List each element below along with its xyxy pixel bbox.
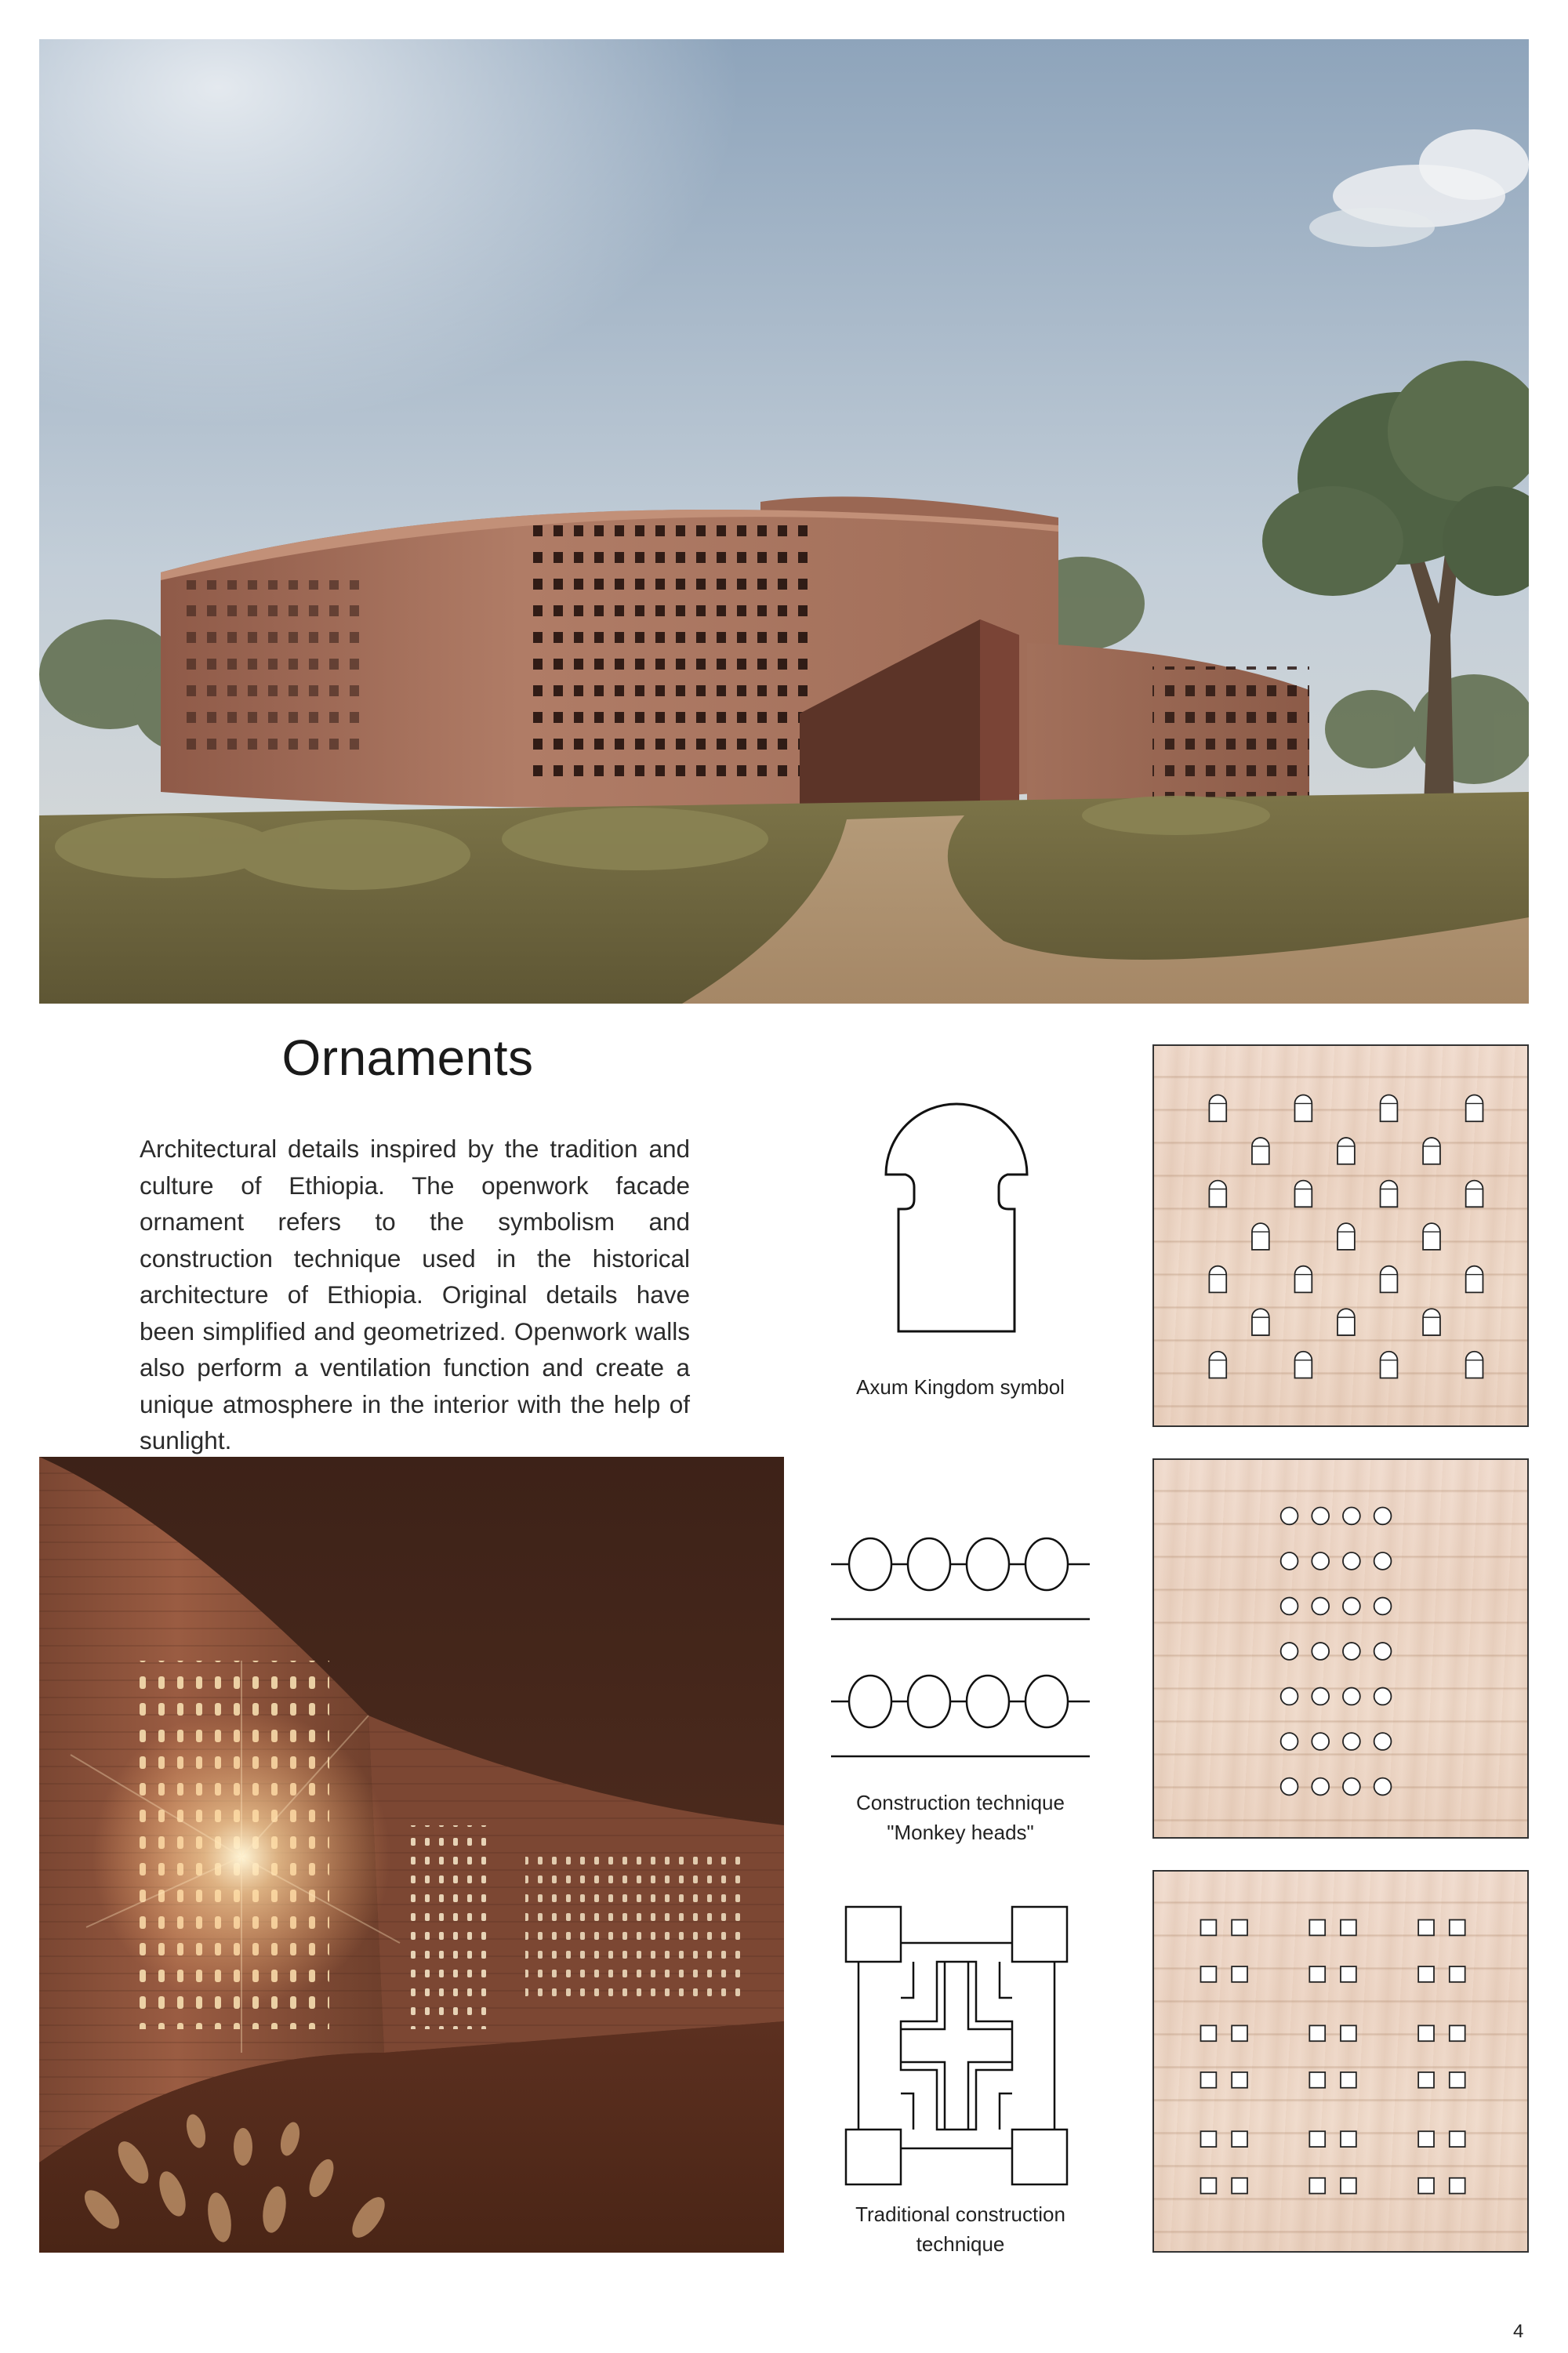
- square-opening-icon: [1201, 2131, 1217, 2147]
- section-title: Ornaments: [281, 1029, 534, 1086]
- arch-window-icon: [1209, 1266, 1226, 1293]
- circle-opening-icon: [1281, 1598, 1298, 1615]
- square-opening-icon: [1309, 2072, 1325, 2088]
- circle-opening-icon: [1343, 1733, 1360, 1750]
- traditional-pattern-grid: [1154, 1872, 1527, 2251]
- circle-opening-icon: [1281, 1688, 1298, 1705]
- arch-window-icon: [1209, 1181, 1226, 1207]
- circle-opening-icon: [1374, 1778, 1392, 1796]
- arch-window-icon: [1466, 1352, 1483, 1378]
- arch-window-icon: [1252, 1309, 1269, 1335]
- square-opening-icon: [1309, 2131, 1325, 2147]
- exterior-render-illustration: [39, 39, 1529, 1004]
- monkey-heads-icon: [831, 1517, 1090, 1776]
- arch-window-icon: [1252, 1223, 1269, 1250]
- arch-window-icon: [1381, 1181, 1398, 1207]
- square-opening-icon: [1418, 1966, 1434, 1982]
- square-opening-icon: [1341, 2131, 1356, 2147]
- arch-window-icon: [1294, 1095, 1312, 1122]
- square-opening-icon: [1341, 1920, 1356, 1936]
- page-number: 4: [1513, 2321, 1524, 2342]
- circle-opening-icon: [1281, 1778, 1298, 1796]
- square-opening-icon: [1418, 2178, 1434, 2194]
- square-opening-icon: [1418, 2025, 1434, 2041]
- circle-opening-icon: [1312, 1508, 1329, 1525]
- arch-window-icon: [1423, 1138, 1440, 1164]
- square-opening-icon: [1309, 1920, 1325, 1936]
- traditional-technique-icon: [843, 1904, 1070, 2188]
- circle-opening-icon: [1281, 1643, 1298, 1660]
- square-opening-icon: [1232, 1920, 1247, 1936]
- square-opening-icon: [1418, 1920, 1434, 1936]
- square-opening-icon: [1450, 2178, 1465, 2194]
- circle-opening-icon: [1281, 1733, 1298, 1750]
- monkey-heads-pattern-grid: [1154, 1460, 1527, 1837]
- circle-opening-icon: [1312, 1778, 1329, 1796]
- square-opening-icon: [1232, 2178, 1247, 2194]
- square-opening-icon: [1309, 2025, 1325, 2041]
- arch-window-icon: [1381, 1266, 1398, 1293]
- circle-opening-icon: [1374, 1733, 1392, 1750]
- arch-window-icon: [1466, 1095, 1483, 1122]
- circle-opening-icon: [1312, 1643, 1329, 1660]
- circle-opening-icon: [1374, 1643, 1392, 1660]
- square-opening-icon: [1232, 2131, 1247, 2147]
- circle-opening-icon: [1312, 1598, 1329, 1615]
- square-opening-icon: [1341, 2072, 1356, 2088]
- arch-window-icon: [1338, 1309, 1355, 1335]
- axum-pattern-grid: [1154, 1046, 1527, 1425]
- circle-opening-icon: [1343, 1778, 1360, 1796]
- traditional-technique-caption-line2: technique: [916, 2232, 1005, 2256]
- square-opening-icon: [1341, 2025, 1356, 2041]
- traditional-technique-caption-line1: Traditional construction: [855, 2202, 1065, 2226]
- square-opening-icon: [1201, 2072, 1217, 2088]
- circle-opening-icon: [1374, 1598, 1392, 1615]
- panel-monkey-heads-pattern: [1152, 1458, 1529, 1839]
- square-opening-icon: [1341, 2178, 1356, 2194]
- arch-window-icon: [1294, 1266, 1312, 1293]
- panel-traditional-pattern: [1152, 1870, 1529, 2253]
- square-opening-icon: [1450, 1920, 1465, 1936]
- monkey-heads-caption-line1: Construction technique: [856, 1791, 1065, 1814]
- square-opening-icon: [1450, 1966, 1465, 1982]
- arch-window-icon: [1294, 1352, 1312, 1378]
- traditional-technique-caption: [815, 2199, 1105, 2259]
- square-opening-icon: [1232, 2072, 1247, 2088]
- interior-render-illustration: [39, 1457, 784, 2253]
- circle-opening-icon: [1374, 1552, 1392, 1570]
- axum-symbol-icon: [870, 1082, 1043, 1349]
- monkey-heads-caption-line2: "Monkey heads": [887, 1821, 1034, 1844]
- circle-opening-icon: [1312, 1688, 1329, 1705]
- circle-opening-icon: [1343, 1598, 1360, 1615]
- square-opening-icon: [1309, 2178, 1325, 2194]
- circle-opening-icon: [1281, 1552, 1298, 1570]
- axum-symbol-caption: Axum Kingdom symbol: [856, 1375, 1065, 1399]
- monkey-heads-caption: [815, 1788, 1105, 1847]
- circle-opening-icon: [1281, 1508, 1298, 1525]
- exterior-render: [39, 39, 1529, 1004]
- arch-window-icon: [1294, 1181, 1312, 1207]
- square-opening-icon: [1232, 1966, 1247, 1982]
- circle-opening-icon: [1343, 1688, 1360, 1705]
- arch-window-icon: [1423, 1309, 1440, 1335]
- square-opening-icon: [1309, 1966, 1325, 1982]
- square-opening-icon: [1201, 2178, 1217, 2194]
- square-opening-icon: [1341, 1966, 1356, 1982]
- arch-window-icon: [1466, 1181, 1483, 1207]
- circle-opening-icon: [1343, 1508, 1360, 1525]
- square-opening-icon: [1450, 2072, 1465, 2088]
- square-opening-icon: [1201, 1966, 1217, 1982]
- square-opening-icon: [1450, 2025, 1465, 2041]
- circle-opening-icon: [1374, 1508, 1392, 1525]
- arch-window-icon: [1252, 1138, 1269, 1164]
- panel-axum-pattern: [1152, 1044, 1529, 1427]
- circle-opening-icon: [1312, 1733, 1329, 1750]
- arch-window-icon: [1338, 1223, 1355, 1250]
- circle-opening-icon: [1343, 1643, 1360, 1660]
- circle-opening-icon: [1343, 1552, 1360, 1570]
- circle-opening-icon: [1312, 1552, 1329, 1570]
- interior-render: [39, 1457, 784, 2253]
- arch-window-icon: [1466, 1266, 1483, 1293]
- arch-window-icon: [1423, 1223, 1440, 1250]
- arch-window-icon: [1209, 1095, 1226, 1122]
- square-opening-icon: [1418, 2131, 1434, 2147]
- arch-window-icon: [1338, 1138, 1355, 1164]
- arch-window-icon: [1381, 1352, 1398, 1378]
- square-opening-icon: [1232, 2025, 1247, 2041]
- square-opening-icon: [1201, 1920, 1217, 1936]
- square-opening-icon: [1201, 2025, 1217, 2041]
- arch-window-icon: [1381, 1095, 1398, 1122]
- section-description: Architectural details inspired by the tradition and culture of Ethiopia. The openwork facade ornament refers to the symbolism and construction technique used in the historical architecture of Ethiopia. Original details have been simplified and geometrized. Openwork walls also perform a ventilation function and create a unique atmosphere in the interior with the help of sunlight.: [140, 1135, 690, 1454]
- circle-opening-icon: [1374, 1688, 1392, 1705]
- square-opening-icon: [1450, 2131, 1465, 2147]
- arch-window-icon: [1209, 1352, 1226, 1378]
- square-opening-icon: [1418, 2072, 1434, 2088]
